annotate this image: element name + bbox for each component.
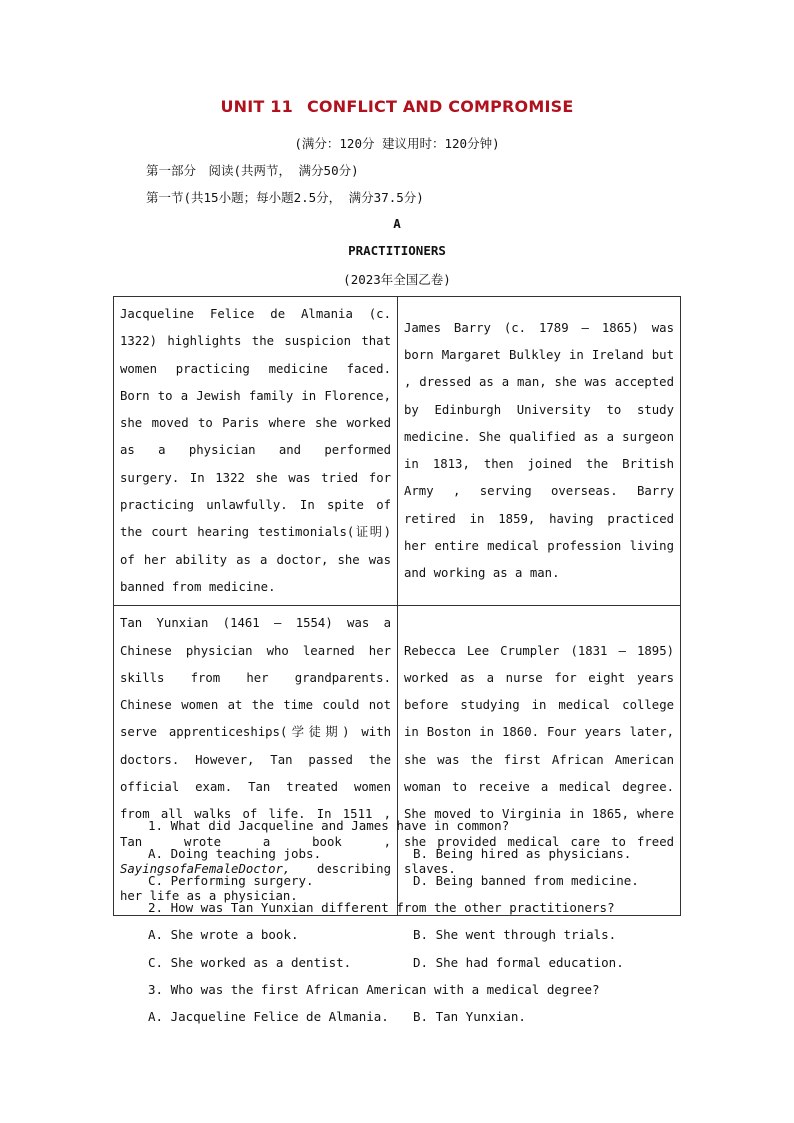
cell-jacqueline: Jacqueline Felice de Almania (c. 1322) highlights the suspicion that women practicing medicine faced. Born to a Jewish family in Florence, she moved to Paris where she worked as a physician and performed surgery. In 1322 she was tried for practicing unlawfully. In spite of the court hearing testimonials(证明) of her ability as a doctor, she was banned from medicine. xyxy=(114,297,398,606)
q3-option-b[interactable]: B. Tan Yunxian. xyxy=(413,1009,526,1024)
cell-james-barry: James Barry (c. 1789 — 1865) was born Margaret Bulkley in Ireland but , dressed as a man, she was accepted by Edinburgh University to study medicine. She qualified as a surgeon in 1813, then joined the British Army , serving overseas. Barry retired in 1859, having practiced her entire medical profession living and working as a man. xyxy=(398,297,681,606)
table-row xyxy=(114,606,681,915)
passage-title: PRACTITIONERS xyxy=(348,243,446,258)
q3-option-a[interactable]: A. Jacqueline Felice de Almania. xyxy=(148,1009,389,1024)
unit-title xyxy=(0,97,794,116)
q2-option-d[interactable]: D. She had formal education. xyxy=(413,955,624,970)
unit-topic: CONFLICT AND COMPROMISE xyxy=(306,97,574,116)
passage-source: (2023年全国乙卷) xyxy=(343,272,451,287)
tan-text-before: Tan Yunxian (1461 — 1554) was a Chinese physician who learned her skills from her grandparents. Chinese women at the time could not serve apprenticeships(学徒期) with doctors. However, Tan passed the official exam. Tan treated women from all walks of life. In 1511 , Tan wrote a book , xyxy=(120,616,391,849)
part-heading: 第一部分 阅读(共两节， 满分50分) xyxy=(146,163,359,178)
exam-meta: (满分：120分 建议用时：120分钟) xyxy=(294,136,500,151)
cell-rebecca-crumpler: Rebecca Lee Crumpler (1831 — 1895) worked as a nurse for eight years before studying in medical college in Boston in 1860. Four years later, she was the first African American woman to receive a medical degree. She moved to Virginia in 1865, where she provided medical care to freed slaves. xyxy=(398,606,681,915)
tan-text-after: describing her life as a physician. xyxy=(120,861,391,904)
book-title: SayingsofaFemaleDoctor, xyxy=(120,861,291,876)
q2-option-a[interactable]: A. She wrote a book. xyxy=(148,927,299,942)
question-3: 3. Who was the first African American with a medical degree? xyxy=(148,982,600,997)
cell-tan-yunxian xyxy=(114,606,398,915)
q1-option-a[interactable]: A. Doing teaching jobs. xyxy=(148,846,322,861)
question-2: 2. How was Tan Yunxian different from the other practitioners? xyxy=(148,900,615,915)
q1-option-b[interactable]: B. Being hired as physicians. xyxy=(413,846,632,861)
passage-letter: A xyxy=(393,216,401,231)
unit-number: UNIT 11 xyxy=(220,97,293,116)
table-row xyxy=(114,297,681,606)
q1-option-c[interactable]: C. Performing surgery. xyxy=(148,873,314,888)
section-heading: 第一节(共15小题；每小题2.5分， 满分37.5分) xyxy=(146,190,424,205)
question-1: 1. What did Jacqueline and James have in common? xyxy=(148,818,510,833)
q1-option-d[interactable]: D. Being banned from medicine. xyxy=(413,873,639,888)
q2-option-b[interactable]: B. She went through trials. xyxy=(413,927,617,942)
q2-option-c[interactable]: C. She worked as a dentist. xyxy=(148,955,352,970)
